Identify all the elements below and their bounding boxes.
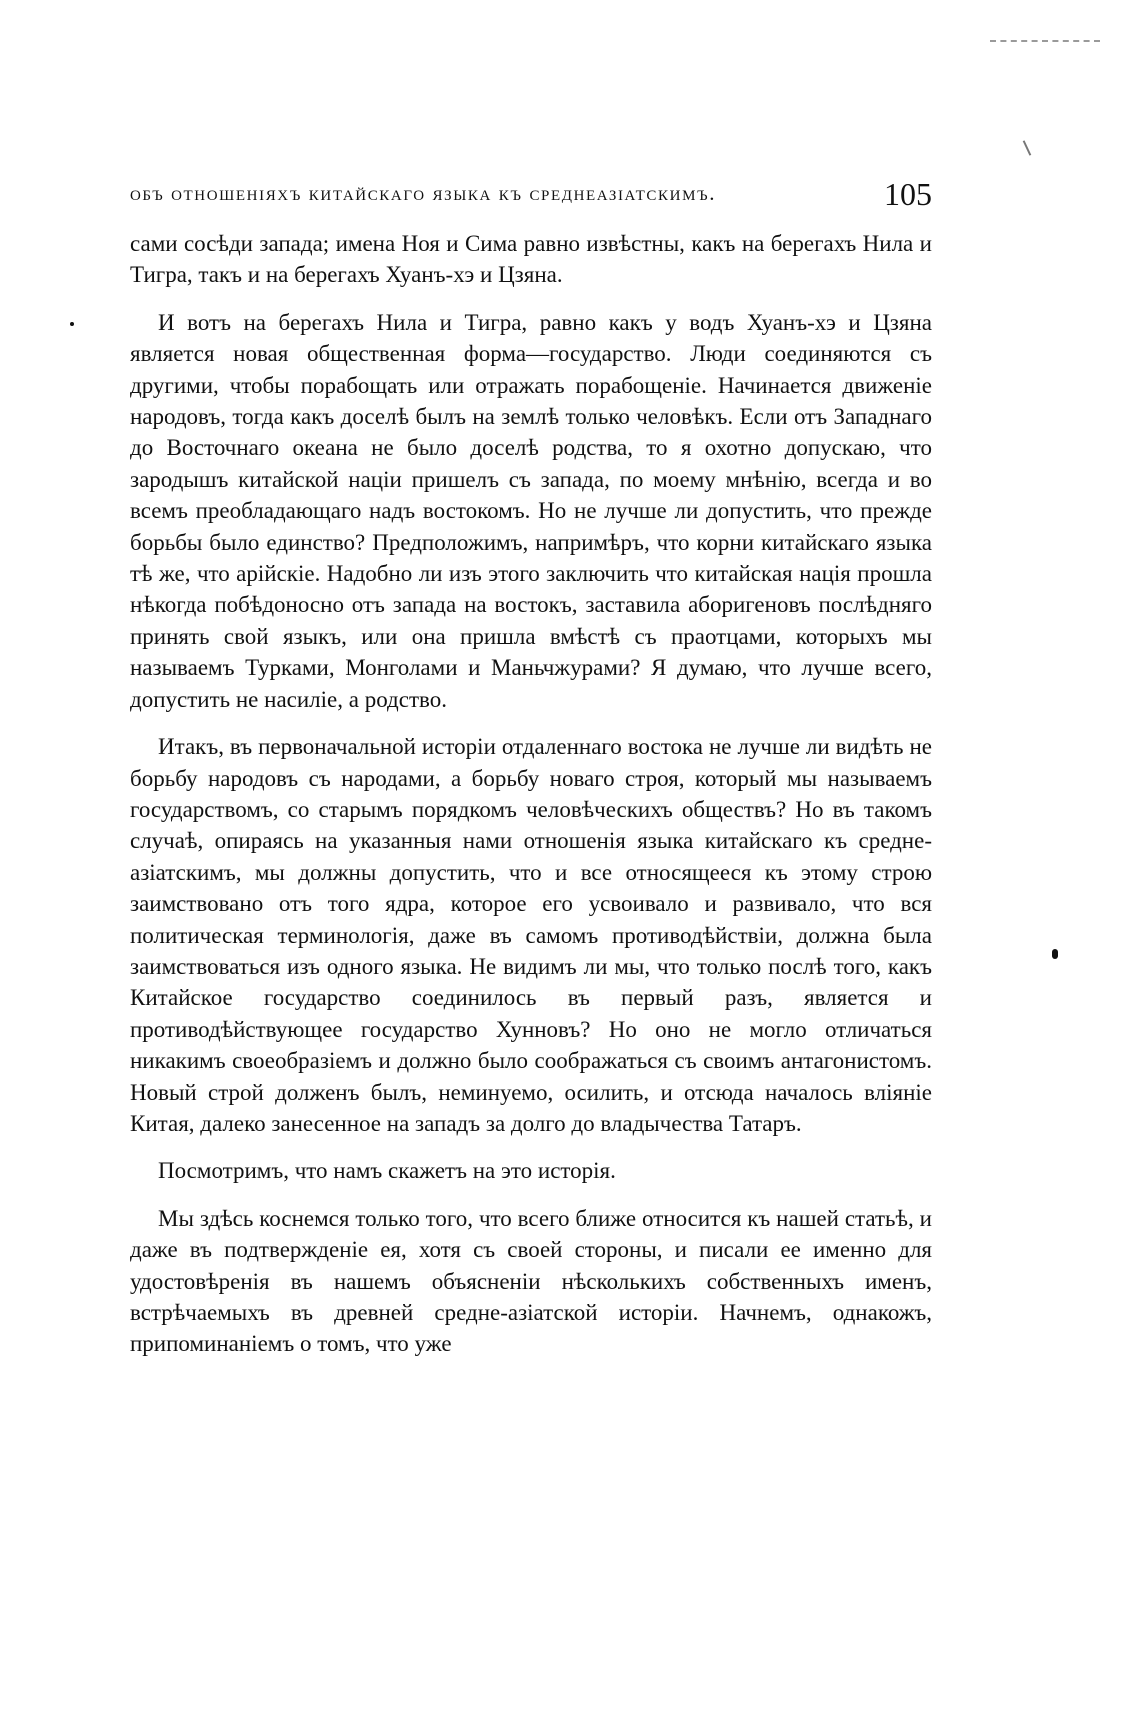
paragraph: Итакъ, въ первоначальной исторіи отдаленнаго востока не лучше ли видѣть не борьбу народовъ съ народами, а борьбу новаго строя, который мы называемъ государствомъ, со старымъ порядкомъ человѣческихъ обществъ? Но въ такомъ случаѣ, опираясь на указанныя нами отношенія языка китайскаго къ средне-азіатскимъ, мы должны допустить, что и все относящееся къ этому строю заимствовано отъ того ядра, которое его усвоивало и развивало, что вся политическая терминологія, даже въ самомъ противодѣйствіи, должна была заимствоваться изъ одного языка. Не видимъ ли мы, что только послѣ того, какъ Китайское государство соединилось въ первый разъ, является и противодѣйствующее государство Хунновъ? Но оно не могло отличаться никакимъ своеобразіемъ и должно было соображаться съ своимъ антагонистомъ. Новый строй долженъ былъ, неминуемо, осилить, и отсюда началось вліяніе Китая, далеко занесенное на западъ за долго до владычества Татаръ. [130,734,932,1136]
scan-edge-mark [990,40,1100,44]
paragraph: Посмотримъ, что намъ скажетъ на это исторія. [158,1158,616,1184]
page-body [130,228,932,1360]
scan-speck [70,322,74,326]
page-number: 105 [884,176,932,212]
running-title: объ отношеніяхъ китайскаго языка къ среднеазіатскимъ. [130,181,717,205]
scan-speck [1052,949,1058,959]
paragraph-continuation: сами сосѣди запада; имена Ноя и Сима равно извѣстны, какъ на берегахъ Нила и Тигра, такъ и на берегахъ Хуанъ-хэ и Цзяна. [130,231,932,288]
scan-speck [1023,140,1032,155]
running-header [130,172,932,210]
paragraph: И вотъ на берегахъ Нила и Тигра, равно какъ у водъ Хуанъ-хэ и Цзяна является новая общественная форма—государство. Люди соединяются съ другими, чтобы порабощать или отражать порабощеніе. Начинается движеніе народовъ, тогда какъ доселѣ былъ на землѣ только человѣкъ. Если отъ Западнаго до Восточнаго океана не было доселѣ родства, то я охотно допускаю, что зародышъ китайской націи пришелъ съ запада, по моему мнѣнію, всегда и во всемъ преобладающаго надъ востокомъ. Но не лучше ли допустить, что прежде борьбы было единство? Предположимъ, напримѣръ, что корни китайскаго языка тѣ же, что арійскіе. Надобно ли изъ этого заключить что китайская нація прошла нѣкогда побѣдоносно отъ запада на востокъ, заставила аборигеновъ послѣдняго принять свой языкъ, или она пришла вмѣстѣ съ праотцами, которыхъ мы называемъ Турками, Монголами и Маньчжурами? Я думаю, что лучше всего, допустить не насиліе, а родство. [130,309,932,712]
paragraph: Мы здѣсь коснемся только того, что всего ближе относится къ нашей статьѣ, и даже въ подтвержденіе ея, хотя съ своей стороны, и писали ее именно для удостовѣренія въ нашемъ объясненіи нѣсколькихъ собственныхъ именъ, встрѣчаемыхъ въ древней средне-азіатской исторіи. Начнемъ, однакожъ, припоминаніемъ о томъ, что уже [130,1205,932,1357]
